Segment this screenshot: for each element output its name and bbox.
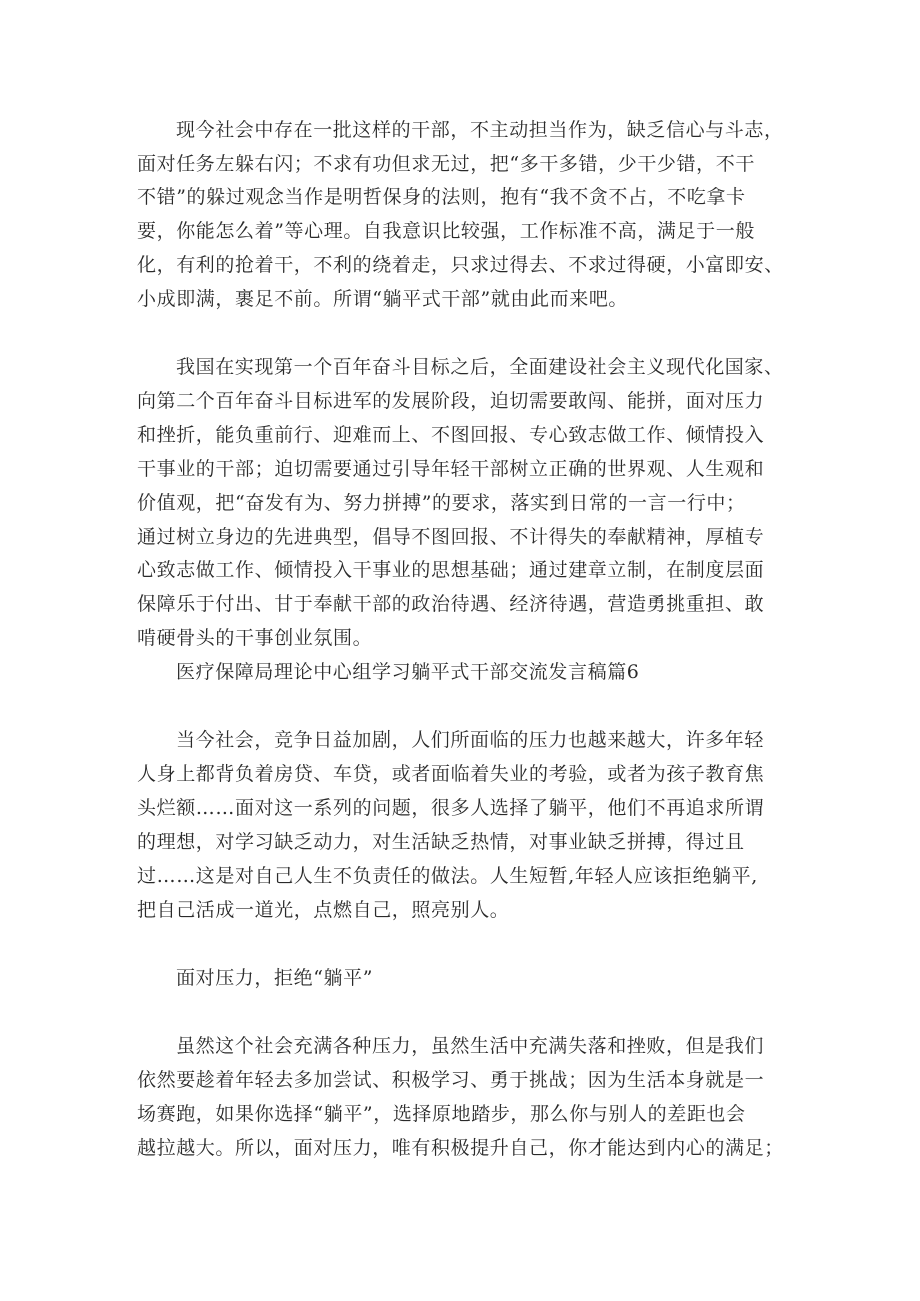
paragraph-3-line-4: 的理想，对学习缺乏动力，对生活缺乏热情，对事业缺乏拼搏，得过且 — [137, 831, 745, 853]
paragraph-4-line-1: 虽然这个社会充满各种压力，虽然生活中充满失落和挫败，但是我们 — [176, 1035, 765, 1057]
paragraph-2-line-2: 向第二个百年奋斗目标进军的发展阶段，迫切需要敢闯、能拼，面对压力 — [137, 390, 765, 412]
subheading: 面对压力，拒绝“躺平” — [176, 967, 374, 989]
paragraph-2-line-1: 我国在实现第一个百年奋斗目标之后，全面建设社会主义现代化国家、 — [176, 356, 784, 378]
paragraph-4-line-4: 越拉越大。所以，面对压力，唯有积极提升自己，你才能达到内心的满足； — [137, 1137, 784, 1159]
paragraph-4-line-3: 场赛跑，如果你选择“躺平”，选择原地踏步，那么你与别人的差距也会 — [137, 1103, 746, 1125]
paragraph-4-line-2: 依然要趁着年轻去多加尝试、积极学习、勇于挑战；因为生活本身就是一 — [137, 1069, 765, 1091]
paragraph-1-line-5: 化，有利的抢着干，不利的绕着走，只求过得去、不求过得硬，小富即安、 — [137, 254, 784, 276]
paragraph-3-line-1: 当今社会，竞争日益加剧，人们所面临的压力也越来越大，许多年轻 — [176, 729, 765, 751]
paragraph-2-line-8: 保障乐于付出、甘于奉献干部的政治待遇、经济待遇，营造勇挑重担、敢 — [137, 593, 765, 615]
paragraph-2-line-9: 啃硬骨头的干事创业氛围。 — [137, 627, 373, 649]
paragraph-1-line-3: 不错”的躲过观念当作是明哲保身的法则，抱有“我不贪不占，不吃拿卡 — [137, 186, 746, 208]
paragraph-1-line-2: 面对任务左躲右闪；不求有功但求无过，把“多干多错，少干少错，不干 — [137, 153, 755, 175]
paragraph-2-line-3: 和挫折，能负重前行、迎难而上、不图回报、专心致志做工作、倾情投入 — [137, 424, 765, 446]
paragraph-2-line-7: 心致志做工作、倾情投入干事业的思想基础；通过建章立制，在制度层面 — [137, 559, 765, 581]
paragraph-3-line-6: 把自己活成一道光，点燃自己，照亮别人。 — [137, 899, 510, 921]
paragraph-2-line-6: 通过树立身边的先进典型，倡导不图回报、不计得失的奉献精神，厚植专 — [137, 526, 765, 548]
paragraph-3-line-3: 头烂额……面对这一系列的问题，很多人选择了躺平，他们不再追求所谓 — [137, 797, 765, 819]
paragraph-3-line-2: 人身上都背负着房贷、车贷，或者面临着失业的考验，或者为孩子教育焦 — [137, 763, 765, 785]
paragraph-1-line-4: 要，你能怎么着”等心理。自我意识比较强，工作标准不高，满足于一般 — [137, 220, 755, 242]
section-heading: 医疗保障局理论中心组学习躺平式干部交流发言稿篇6 — [176, 661, 640, 683]
paragraph-2-line-4: 干事业的干部；迫切需要通过引导年轻干部树立正确的世界观、人生观和 — [137, 458, 765, 480]
paragraph-1-line-1: 现今社会中存在一批这样的干部，不主动担当作为，缺乏信心与斗志， — [176, 119, 784, 141]
paragraph-3-line-5: 过……这是对自己人生不负责任的做法。人生短暂,年轻人应该拒绝躺平, — [137, 865, 758, 887]
paragraph-1-line-6: 小成即满，裹足不前。所谓“躺平式干部”就由此而来吧。 — [137, 288, 629, 310]
paragraph-2-line-5: 价值观，把“奋发有为、努力拼搏”的要求，落实到日常的一言一行中； — [137, 492, 746, 514]
